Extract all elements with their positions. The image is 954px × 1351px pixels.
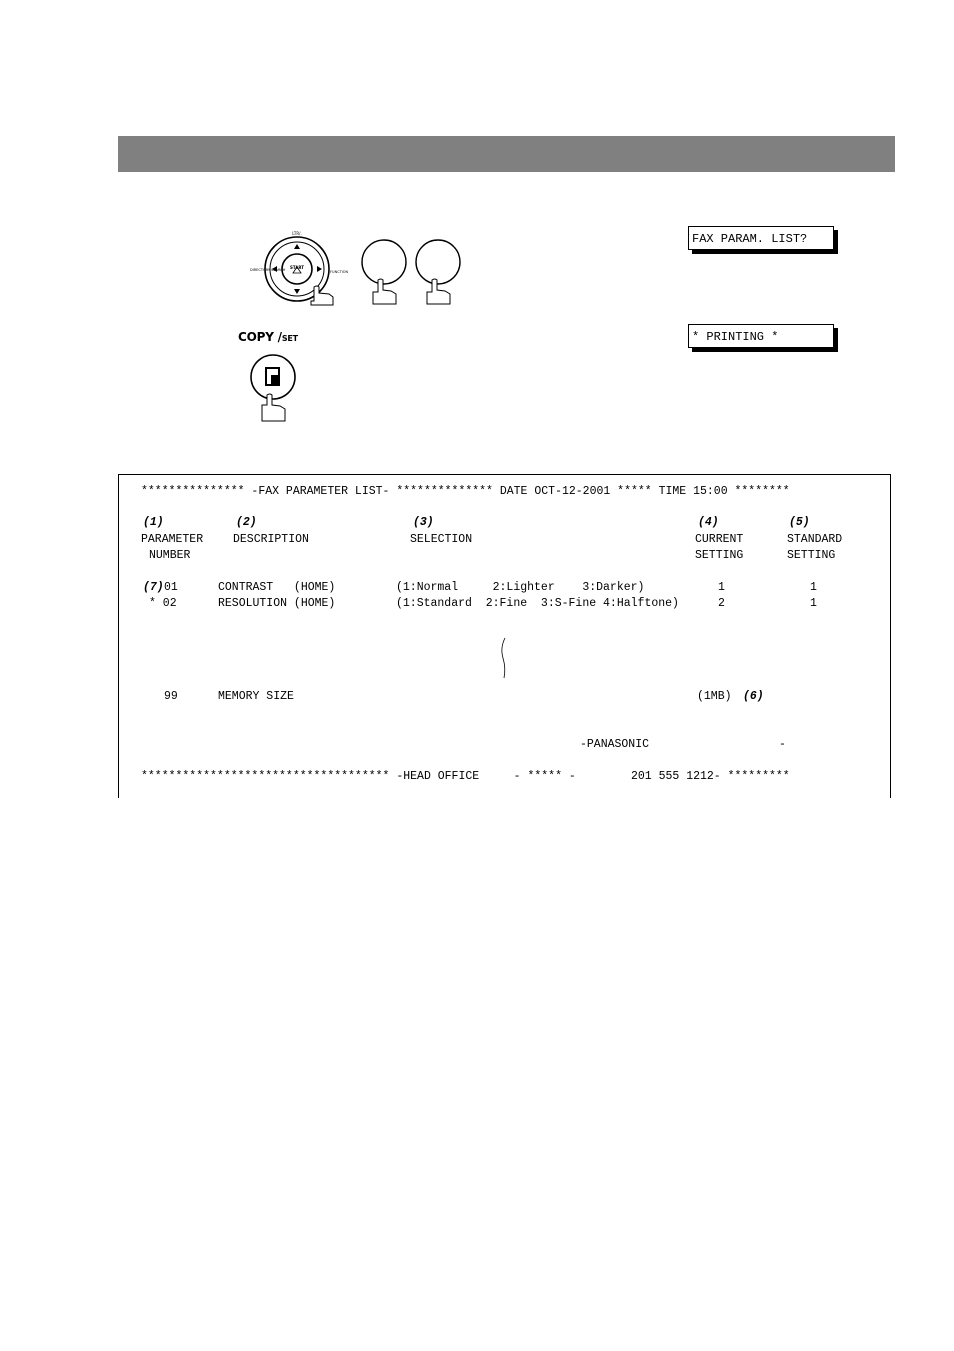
row-current: 2 — [718, 597, 725, 610]
row-description: CONTRAST (HOME) — [218, 581, 336, 594]
memory-row-description: MEMORY SIZE — [218, 690, 294, 703]
callout-1: (1) — [143, 516, 164, 529]
row-selection: (1:Normal 2:Lighter 3:Darker) — [396, 581, 645, 594]
dial-top-label: LTR/. — [292, 231, 302, 236]
row-standard: 1 — [810, 581, 817, 594]
callout-7: (7) — [143, 581, 164, 594]
callout-6: (6) — [743, 690, 764, 703]
report-top-line: *************** -FAX PARAMETER LIST- ************** DATE OCT-12-2001 ***** TIME 15:00 ******** — [141, 485, 790, 498]
header-current-setting: SETTING — [695, 549, 744, 562]
lcd-display-prompt: FAX PARAM. LIST? — [688, 226, 834, 250]
report-bottom-line: ************************************ -HEAD OFFICE - ***** - 201 555 1212- ********* — [141, 770, 790, 783]
footer-dash: - — [779, 738, 786, 751]
callout-4: (4) — [698, 516, 719, 529]
callout-3: (3) — [413, 516, 434, 529]
keypad-button-2[interactable] — [416, 240, 460, 284]
dial-left-label: DIRECTORY SEARCH — [250, 268, 286, 272]
row-current: 1 — [718, 581, 725, 594]
header-description: DESCRIPTION — [233, 533, 309, 546]
header-selection: SELECTION — [410, 533, 473, 546]
header-number: NUMBER — [149, 549, 191, 562]
callout-5: (5) — [789, 516, 810, 529]
copy-set-label: COPY /SET — [238, 330, 298, 344]
row-selection: (1:Standard 2:Fine 3:S-Fine 4:Halftone) — [396, 597, 679, 610]
keypad-button-1[interactable] — [362, 240, 406, 284]
memory-row-number: 99 — [164, 690, 178, 703]
header-standard-setting: SETTING — [787, 549, 836, 562]
omission-mark — [499, 636, 511, 680]
control-panel-illustration — [230, 225, 470, 425]
header-standard: STANDARD — [787, 533, 843, 546]
memory-row-value: (1MB) — [697, 690, 732, 703]
footer-company: -PANASONIC — [580, 738, 650, 751]
row-description: RESOLUTION (HOME) — [218, 597, 336, 610]
row-standard: 1 — [810, 597, 817, 610]
row-number: 01 — [164, 581, 178, 594]
row-number: * 02 — [149, 597, 177, 610]
start-label: START — [289, 265, 305, 270]
dial-right-label: FUNCTION — [330, 270, 349, 274]
header-current: CURRENT — [695, 533, 744, 546]
lcd-display-printing: * PRINTING * — [688, 324, 834, 348]
callout-2: (2) — [236, 516, 257, 529]
header-parameter: PARAMETER — [141, 533, 204, 546]
section-header-bar — [118, 136, 895, 172]
